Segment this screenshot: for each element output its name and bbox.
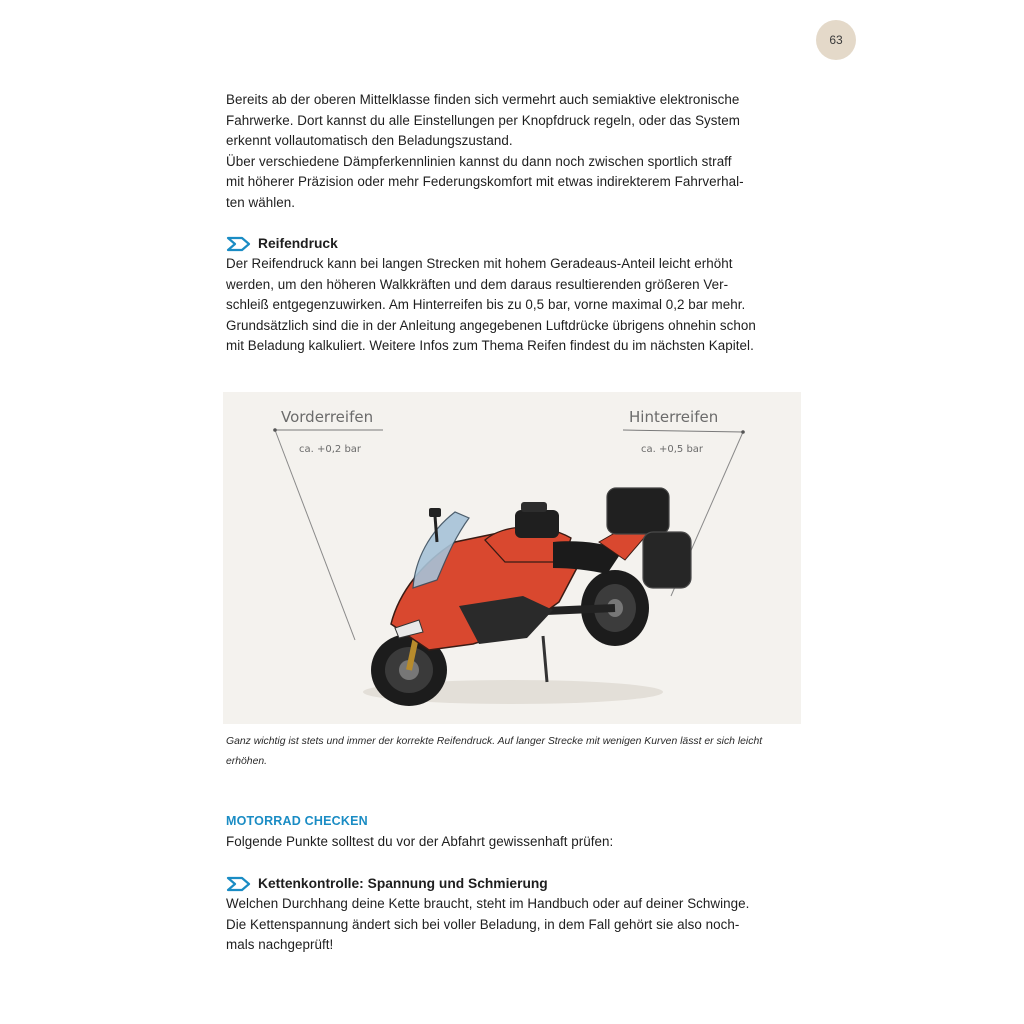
front-tire-value: ca. +0,2 bar — [299, 444, 362, 455]
text-line: Grundsätzlich sind die in der Anleitung angegebenen Luftdrücke übrigens ohnehin schon — [226, 317, 756, 333]
motorcycle-drawing — [223, 392, 801, 724]
motorcycle-illustration — [223, 392, 801, 724]
reifendruck-heading: Reifendruck — [258, 236, 338, 251]
motorrad-intro — [226, 832, 802, 853]
reifendruck-heading-row — [226, 234, 802, 254]
rear-tire-label: Hinterreifen — [629, 408, 719, 426]
front-pointer-line — [275, 430, 355, 640]
text-line: Der Reifendruck kann bei langen Strecken mit hohem Geradeaus-Anteil leicht erhöht — [226, 256, 733, 271]
text-line: Die Kettenspannung ändert sich bei voller Beladung, in dem Fall gehört sie also noch- — [226, 916, 740, 932]
text-line: mit Beladung kalkuliert. Weitere Infos zum Thema Reifen findest du im nächsten Kapitel. — [226, 338, 754, 353]
chevron-marker-icon — [226, 876, 252, 892]
top-case — [607, 488, 669, 534]
text-line: Fahrwerke. Dort kannst du alle Einstellungen per Knopfdruck regeln, oder das System — [226, 112, 741, 128]
rear-tire-value: ca. +0,5 bar — [641, 444, 704, 455]
front-tire-label: Vorderreifen — [281, 408, 374, 426]
rear-label-underline — [623, 430, 743, 432]
figure-caption — [226, 732, 802, 772]
text-line: werden, um den höheren Walkkräften und dem daraus resultierenden größeren Ver- — [226, 276, 729, 292]
text-line: Über verschiedene Dämpferkennlinien kannst du dann noch zwischen sportlich straff — [226, 153, 732, 169]
text-line: mals nachgeprüft! — [226, 937, 334, 952]
reifendruck-section — [226, 234, 802, 357]
section-title-motorrad-checken: MOTORRAD CHECKEN — [226, 814, 368, 828]
kettenkontrolle-heading-row — [226, 874, 802, 894]
intro-paragraph — [226, 90, 802, 213]
text-line: ten wählen. — [226, 194, 296, 210]
text-line: erkennt vollautomatisch den Beladungszustand. — [226, 133, 513, 148]
kettenkontrolle-heading: Kettenkontrolle: Spannung und Schmierung — [258, 876, 548, 891]
kettenkontrolle-section — [226, 874, 802, 956]
page-number-badge: 63 — [816, 20, 856, 60]
text-line: Welchen Durchhang deine Kette braucht, steht im Handbuch oder auf deiner Schwinge. — [226, 896, 750, 911]
chevron-marker-icon — [226, 236, 252, 252]
caption-line: erhöhen. — [226, 756, 268, 767]
caption-line: Ganz wichtig ist stets und immer der korrekte Reifendruck. Auf langer Strecke mit wenigen Kurven lässt er sich leicht — [226, 736, 763, 747]
text-line: Bereits ab der oberen Mittelklasse finden sich vermehrt auch semiaktive elektronische — [226, 92, 740, 107]
text-line: Folgende Punkte solltest du vor der Abfahrt gewissenhaft prüfen: — [226, 834, 614, 849]
text-line: mit höherer Präzision oder mehr Federungskomfort mit etwas indirekterem Fahrverhal- — [226, 174, 744, 189]
side-case — [643, 532, 691, 588]
text-line: schleiß entgegenzuwirken. Am Hinterreifen bis zu 0,5 bar, vorne maximal 0,2 bar mehr. — [226, 297, 746, 312]
